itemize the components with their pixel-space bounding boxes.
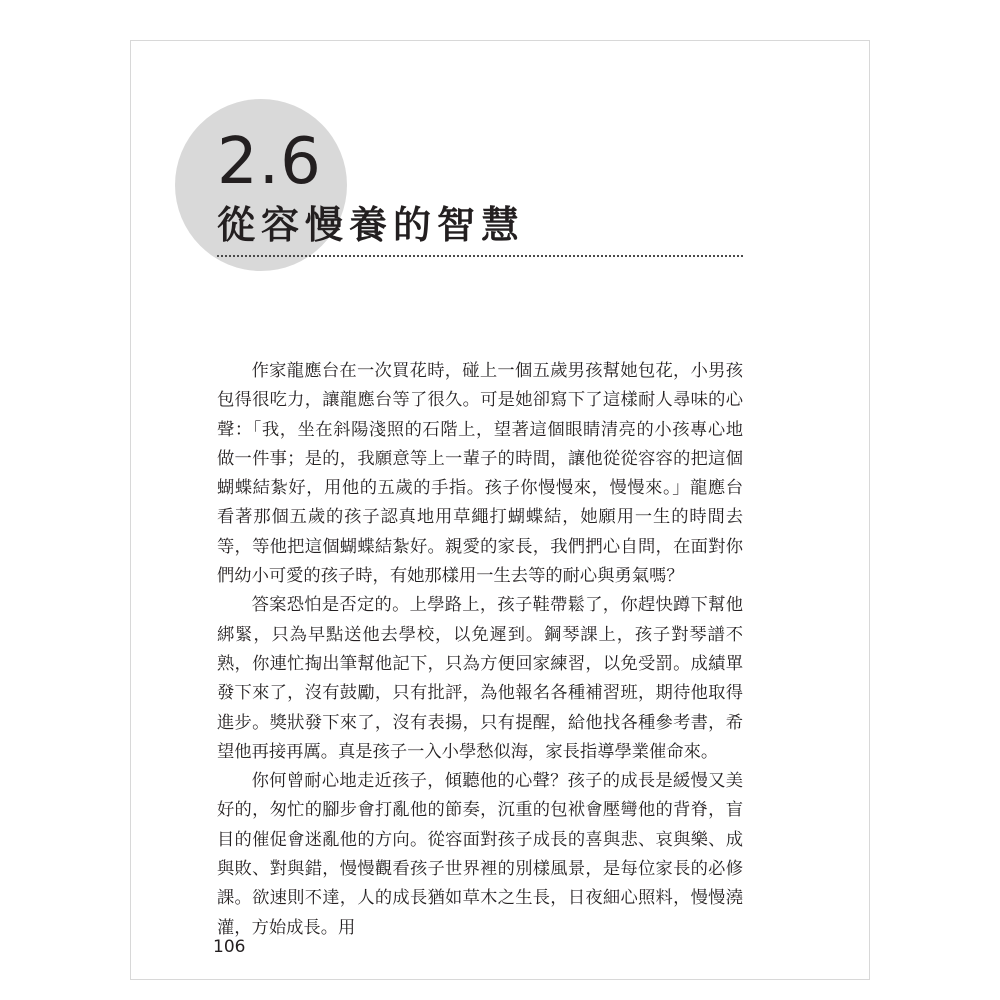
book-page <box>130 40 870 980</box>
dotted-divider <box>217 255 743 257</box>
section-title: 從容慢養的智慧 <box>217 203 526 247</box>
page-number: 106 <box>213 937 246 957</box>
paragraph: 答案恐怕是否定的。上學路上，孩子鞋帶鬆了，你趕快蹲下幫他綁緊，只為早點送他去學校，以免遲到。鋼琴課上，孩子對琴譜不熟，你連忙掏出筆幫他記下，只為方便回家練習，以免受罰。成績單發下來了，沒有鼓勵，只有批評，為他報名各種補習班，期待他取得進步。獎狀發下來了，沒有表揚，只有提醒，給他找各種參考書，希望他再接再厲。真是孩子一入小學愁似海，家長指導學業催命來。 <box>217 595 743 762</box>
paragraph: 你何曾耐心地走近孩子，傾聽他的心聲？孩子的成長是緩慢又美好的，匆忙的腳步會打亂他的節奏，沉重的包袱會壓彎他的背脊，盲目的催促會迷亂他的方向。從容面對孩子成長的喜與悲、哀與樂、成與敗、對與錯，慢慢觀看孩子世界裡的別樣風景，是每位家長的必修課。欲速則不達，人的成長猶如草木之生長，日夜細心照料，慢慢澆灌，方始成長。用 <box>217 771 743 938</box>
body-text <box>217 357 743 943</box>
section-number: 2.6 <box>217 125 322 199</box>
paragraph: 作家龍應台在一次買花時，碰上一個五歲男孩幫她包花，小男孩包得很吃力，讓龍應台等了很久。可是她卻寫下了這樣耐人尋味的心聲：「我，坐在斜陽淺照的石階上，望著這個眼睛清亮的小孩專心地做一件事；是的，我願意等上一輩子的時間，讓他從從容容的把這個蝴蝶結紮好，用他的五歲的手指。孩子你慢慢來，慢慢來。」龍應台看著那個五歲的孩子認真地用草繩打蝴蝶結，她願用一生的時間去等，等他把這個蝴蝶結紮好。親愛的家長，我們捫心自問，在面對你們幼小可愛的孩子時，有她那樣用一生去等的耐心與勇氣嗎？ <box>217 361 743 587</box>
